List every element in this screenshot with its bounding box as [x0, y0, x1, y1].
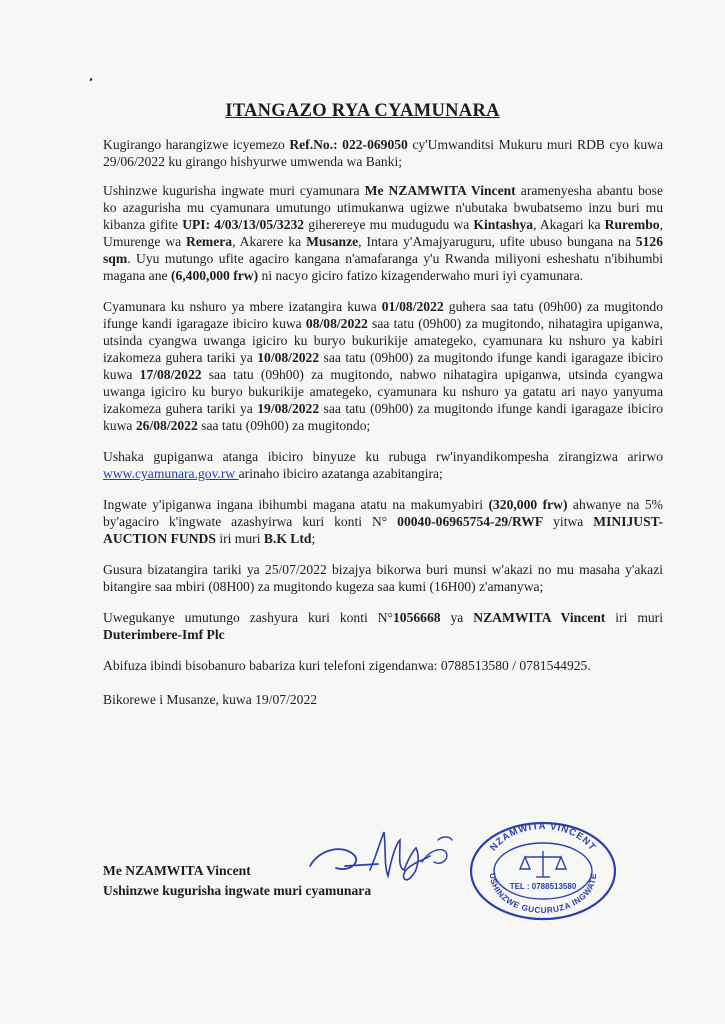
text: Ushaka gupiganwa atanga ibiciro binyuze ku rubuga rw'inyandikompesha zirangizwa arirwo: [103, 449, 663, 464]
text: Gusura bizatangira tariki ya 25/07/2022 bizajya bikorwa buri munsi w'akazi no mu masaha y'akazi bitangire saa mbiri (08H00) za mugitondo kugeza saa kumi (16H00) z'amanywa;: [103, 562, 663, 594]
auction-website-link[interactable]: www.cyamunara.gov.rw: [103, 466, 239, 481]
date: 10/08/2022: [257, 350, 320, 365]
text: iri muri: [605, 610, 663, 625]
document-body: [103, 136, 663, 708]
text: , Umurenge wa: [103, 217, 663, 249]
date: 26/08/2022: [135, 418, 198, 433]
text: yitwa: [543, 514, 594, 529]
paragraph-payment: [103, 609, 663, 643]
district: Musanze: [306, 234, 359, 249]
scan-speck: [89, 78, 92, 82]
signatory-role: Ushinzwe kugurisha ingwate muri cyamunara: [103, 883, 372, 898]
text: Bikorewe i Musanze, kuwa 19/07/2022: [103, 692, 318, 707]
scales-of-justice-icon: [520, 851, 566, 877]
text: arinaho ibiciro azatanga azabitangira;: [238, 466, 443, 481]
text: ahwanye na 5% by'agaciro k'ingwate azashyirwa kuri konti N°: [103, 497, 663, 529]
paragraph-bidding-site: [103, 448, 663, 482]
text: ;: [311, 531, 316, 546]
text: Ingwate y'ipiganwa ingana ibihumbi magana atatu na makumyabiri: [103, 497, 489, 512]
document-title: ITANGAZO RYA CYAMUNARA: [225, 101, 500, 121]
sector: Remera: [186, 234, 233, 249]
date: 08/08/2022: [305, 316, 368, 331]
text: , Akagari ka: [533, 217, 605, 232]
stamp-top-text: NZAMWITA VINCENT: [488, 820, 598, 854]
auctioneer-name: Me NZAMWITA Vincent: [364, 183, 516, 198]
text: ni nacyo giciro fatizo kizagenderwaho muri iyi cyamunara.: [258, 268, 584, 283]
property-value: (6,400,000 frw): [170, 268, 259, 283]
text: Cyamunara ku nshuro ya mbere izatangira kuwa: [103, 299, 382, 314]
date: 19/08/2022: [257, 401, 320, 416]
text: saa tatu (09h00) za mugitondo, nabwo nihatagira upiganwa, utsinda cyangwa uwanga igiciro ku buryo bukurikije amategeko, cyamunara ku nshuro ya gatatu ari nayo yanyuma izakomeza guhera tariki ya: [103, 367, 663, 416]
paragraph-property: [103, 182, 663, 284]
paragraph-place-date: [103, 691, 663, 708]
plot-area: 5126 sqm: [103, 234, 663, 266]
text: . Uyu mutungo ufite agaciro kangana n'amafaranga y'u Rwanda miliyoni esheshatu n'ibihumbi magana ane: [103, 251, 663, 283]
text: saa tatu (09h00) za mugitondo ifunge kandi igaragaze ibiciro kuwa: [103, 401, 663, 433]
village: Kintashya: [473, 217, 534, 232]
deposit-account: 00040-06965754-29/RWF: [397, 514, 544, 529]
date: 01/08/2022: [381, 299, 444, 314]
text: cy'Umwanditsi Mukuru muri RDB cyo kuwa 29/06/2022 ku girango hishyurwe umwenda wa Banki;: [103, 137, 664, 169]
date: 17/08/2022: [139, 367, 202, 382]
upi-number: UPI: 4/03/13/05/3232: [182, 217, 305, 232]
bank-name: B.K Ltd: [263, 531, 312, 546]
text: ya: [440, 610, 474, 625]
text: , Intara y'Amajyaruguru, ufite ubuso bungana na: [358, 234, 636, 249]
paragraph-schedule: [103, 298, 663, 434]
payment-account: 1056668: [392, 610, 441, 625]
text: Abifuza ibindi bisobanuro babariza kuri telefoni zigendanwa: 0788513580 / 0781544925.: [103, 658, 591, 673]
text: saa tatu (09h00) za mugitondo, nihatagira upiganwa, utsinda cyangwa uwanga igiciro ku buryo bukurikije amategeko, cyamunara ku nshuro ya kabiri izakomeza guhera tariki ya: [103, 316, 663, 365]
official-stamp: [468, 817, 618, 921]
payment-bank: Duterimbere-Imf Plc: [103, 627, 225, 642]
deposit-amount: (320,000 frw): [488, 497, 568, 512]
ref-label: Ref.No.:: [289, 137, 338, 152]
text: Ushinzwe kugurisha ingwate muri cyamunara: [103, 183, 365, 198]
account-holder: NZAMWITA Vincent: [473, 610, 606, 625]
text: Uwegukanye umutungo zashyura kuri konti N°: [103, 610, 393, 625]
text: guhera saa tatu (09h00) za mugitondo ifunge kandi igaragaze ibiciro kuwa: [103, 299, 663, 331]
paragraph-court-order: [103, 136, 663, 170]
stamp-bottom-text: USHINZWE GUCURUZA INGWATE: [487, 872, 599, 916]
text: , Akarere ka: [232, 234, 307, 249]
paragraph-deposit: [103, 496, 663, 547]
account-name: MINIJUST-AUCTION FUNDS: [103, 514, 664, 546]
handwritten-signature: [300, 826, 470, 896]
text: iri muri: [215, 531, 264, 546]
cell: Rurembo: [604, 217, 660, 232]
text: saa tatu (09h00) za mugitondo;: [197, 418, 371, 433]
text: aramenyesha abantu bose ko azagurisha mu cyamunara umutungo utimukanwa ugizwe n'ubutaka bwubatsemo inzu buri mu kibanza gifite: [103, 183, 664, 232]
paragraph-visits: [103, 561, 663, 595]
signatory-name: Me NZAMWITA Vincent: [103, 863, 251, 878]
stamp-tel: TEL : 0788513580: [509, 882, 577, 891]
text: giherereye mu mudugudu wa: [304, 217, 474, 232]
text: saa tatu (09h00) za mugitondo ifunge kandi igaragaze ibiciro kuwa: [103, 350, 663, 382]
ref-number: 022-069050: [342, 137, 408, 152]
text: Kugirango harangizwe icyemezo: [103, 137, 290, 152]
paragraph-contact: [103, 657, 663, 674]
